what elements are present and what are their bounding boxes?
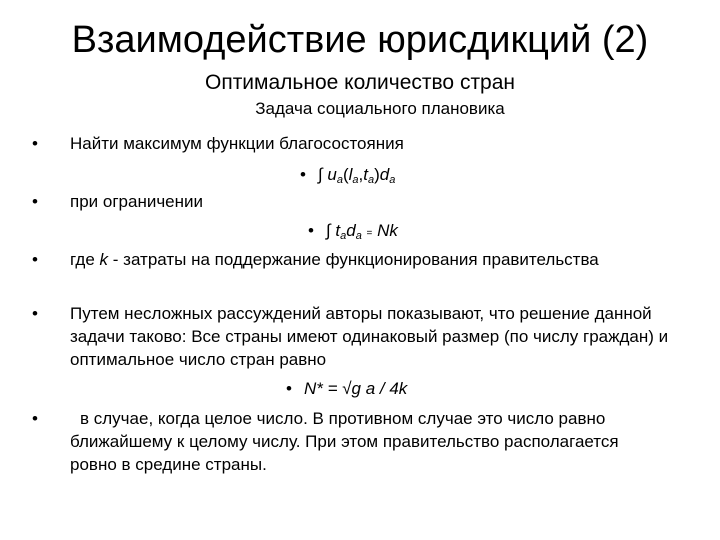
bullet-marker: • bbox=[32, 134, 38, 153]
slide-title: Взаимодействие юрисдикций (2) bbox=[71, 19, 649, 61]
formula-rhs: Nk bbox=[377, 221, 398, 240]
formula-welfare bbox=[300, 163, 395, 192]
formula-sub: a bbox=[352, 174, 359, 186]
bullet-5-text: в случае, когда целое число. В противном случае это число равно ближайшему к целому числу. При этом правительство располагается ровно в средине страны. bbox=[70, 409, 619, 474]
formula-constraint bbox=[308, 219, 398, 248]
formula-bullet: • bbox=[286, 379, 292, 398]
bullet-2-text: при ограничении bbox=[70, 192, 204, 211]
bullet-marker: • bbox=[32, 192, 38, 211]
integral-sign: ∫ bbox=[325, 221, 331, 240]
formula-bullet: • bbox=[300, 165, 306, 184]
formula-t: t bbox=[363, 165, 368, 184]
formula-bullet: • bbox=[308, 221, 314, 240]
formula-sub: a bbox=[340, 230, 347, 242]
bullet-marker: • bbox=[32, 250, 38, 269]
formula-t: t bbox=[335, 221, 341, 240]
formula-sub: a bbox=[368, 174, 375, 186]
formula-l: l bbox=[348, 165, 353, 184]
formula-d: d bbox=[346, 221, 356, 240]
formula-paren: ( bbox=[342, 165, 349, 184]
formula-comma: , bbox=[358, 165, 364, 184]
integral-sign: ∫ bbox=[317, 165, 323, 184]
formula-sub: a bbox=[389, 174, 396, 186]
formula-sub: a bbox=[336, 174, 343, 186]
formula-paren: ) bbox=[374, 165, 380, 184]
bullet-3-prefix: где bbox=[70, 250, 100, 269]
bullet-3-var: k bbox=[99, 250, 109, 269]
formula-optimal-n bbox=[286, 377, 407, 400]
formula-u: u bbox=[327, 165, 337, 184]
formula-eq: = bbox=[366, 228, 373, 239]
bullet-4-text: Путем несложных рассуждений авторы показывают, что решение данной задачи таково: Все страны имеют одинаковый размер (по числу граждан) и оптимальное число стран равно bbox=[70, 304, 669, 369]
bullet-3-text bbox=[70, 248, 670, 271]
slide-subsubtitle: Задача социального плановика bbox=[255, 99, 505, 118]
bullet-marker: • bbox=[32, 304, 38, 323]
formula-d: d bbox=[379, 165, 390, 184]
formula-optimal-text: N* = √g a / 4k bbox=[303, 379, 408, 398]
bullet-1-text: Найти максимум функции благосостояния bbox=[70, 134, 404, 153]
slide-subtitle: Оптимальное количество стран bbox=[204, 71, 516, 94]
bullet-3-rest: - затраты на поддержание функционирования правительства bbox=[108, 250, 599, 269]
formula-sub: a bbox=[355, 230, 362, 242]
bullet-marker: • bbox=[32, 409, 38, 428]
